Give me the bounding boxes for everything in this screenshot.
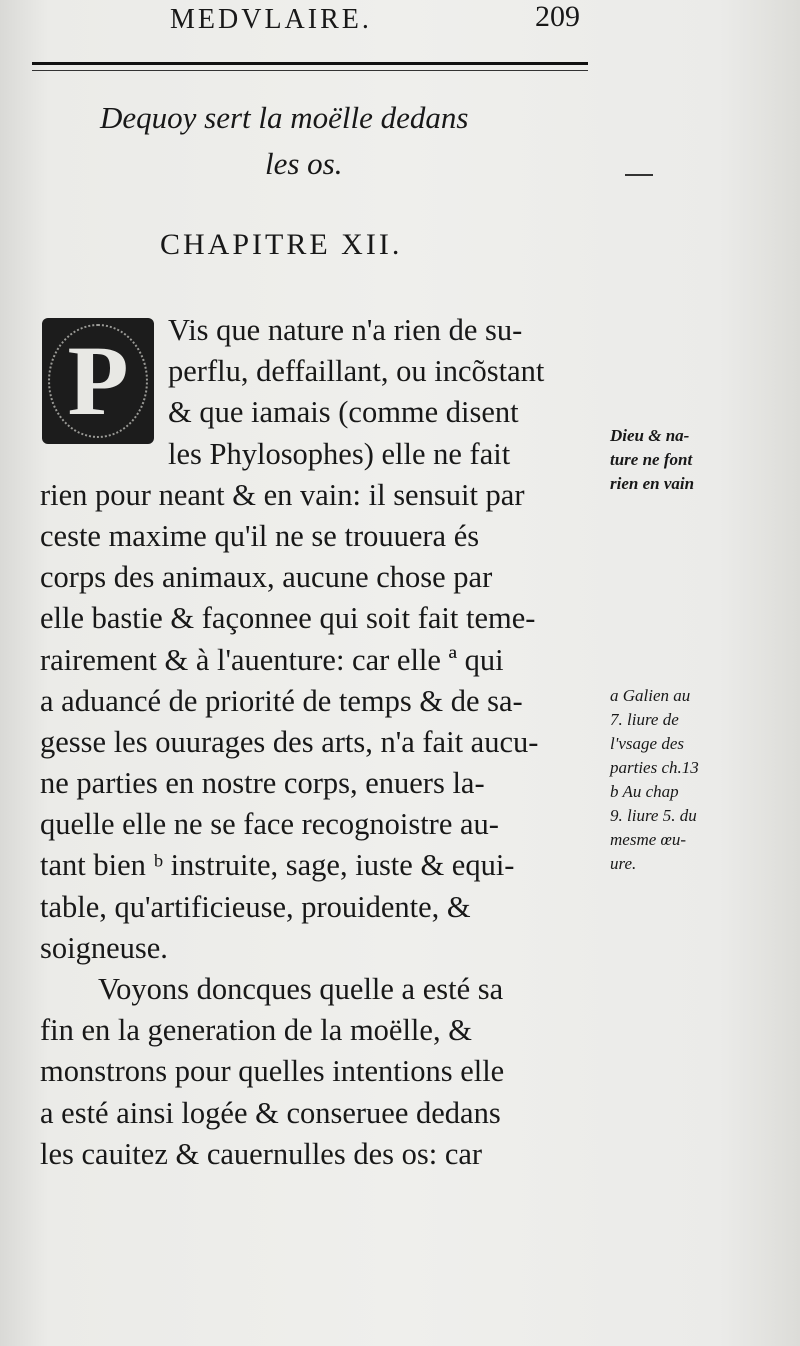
margin-note-line: parties ch.13 xyxy=(610,758,699,777)
body-line: a aduancé de priorité de temps & de sa- xyxy=(40,683,523,718)
margin-note-line: rien en vain xyxy=(610,474,695,493)
chapter-title-line-2: les os. xyxy=(265,146,343,181)
body-line: soigneuse. xyxy=(40,930,168,965)
header-rule xyxy=(32,62,588,65)
body-line: & que iamais (comme disent xyxy=(168,395,519,430)
body-line: les cauitez & cauernulles des os: car xyxy=(40,1136,483,1171)
margin-note-1 xyxy=(610,424,790,496)
body-line: rairement & à l'auenture: car elle ª qui xyxy=(40,642,504,677)
margin-note-2 xyxy=(610,684,790,876)
body-text xyxy=(40,310,610,1175)
body-line: quelle elle ne se face recognoistre au- xyxy=(40,807,499,842)
margin-note-line: 9. liure 5. du xyxy=(610,806,697,825)
margin-note-line: Dieu & na- xyxy=(610,426,690,445)
body-line: fin en la generation de la moëlle, & xyxy=(40,1013,472,1048)
body-line: ne parties en nostre corps, enuers la- xyxy=(40,766,485,801)
body-line: monstrons pour quelles intentions elle xyxy=(40,1054,505,1089)
margin-note-line: l'vsage des xyxy=(610,734,684,753)
chapter-title xyxy=(100,95,560,187)
header-rule-thin xyxy=(32,70,588,71)
chapter-heading: CHAPITRE XII. xyxy=(160,228,403,261)
body-line: a esté ainsi logée & conseruee dedans xyxy=(40,1095,501,1130)
body-line: corps des animaux, aucune chose par xyxy=(40,560,493,595)
chapter-title-line-1: Dequoy sert la moëlle dedans xyxy=(100,100,469,135)
initial-letter: P xyxy=(67,325,129,436)
body-line: table, qu'artificieuse, prouidente, & xyxy=(40,889,471,924)
body-line: ceste maxime qu'il ne se trouuera és xyxy=(40,518,480,553)
margin-note-line: 7. liure de xyxy=(610,710,679,729)
body-line: les Phylosophes) elle ne fait xyxy=(168,436,511,471)
body-line: elle bastie & façonnee qui soit fait teme- xyxy=(40,601,536,636)
body-line: perflu, deffaillant, ou incõstant xyxy=(168,354,545,389)
margin-note-line: ure. xyxy=(610,854,637,873)
margin-note-line: ture ne font xyxy=(610,450,693,469)
body-line: gesse les ouurages des arts, n'a fait aucu- xyxy=(40,724,539,759)
margin-note-line: a Galien au xyxy=(610,686,691,705)
margin-note-line: b Au chap xyxy=(610,782,679,801)
body-line: Voyons doncques quelle a esté sa xyxy=(98,972,504,1006)
margin-note-line: mesme œu- xyxy=(610,830,687,849)
body-line: tant bien ᵇ instruite, sage, iuste & equi- xyxy=(40,848,515,883)
body-line: rien pour neant & en vain: il sensuit par xyxy=(40,477,525,512)
margin-dash xyxy=(625,174,653,176)
page-number: 209 xyxy=(535,0,580,33)
body-line: Vis que nature n'a rien de su- xyxy=(168,313,523,347)
running-head: MEDVLAIRE. xyxy=(170,4,372,35)
